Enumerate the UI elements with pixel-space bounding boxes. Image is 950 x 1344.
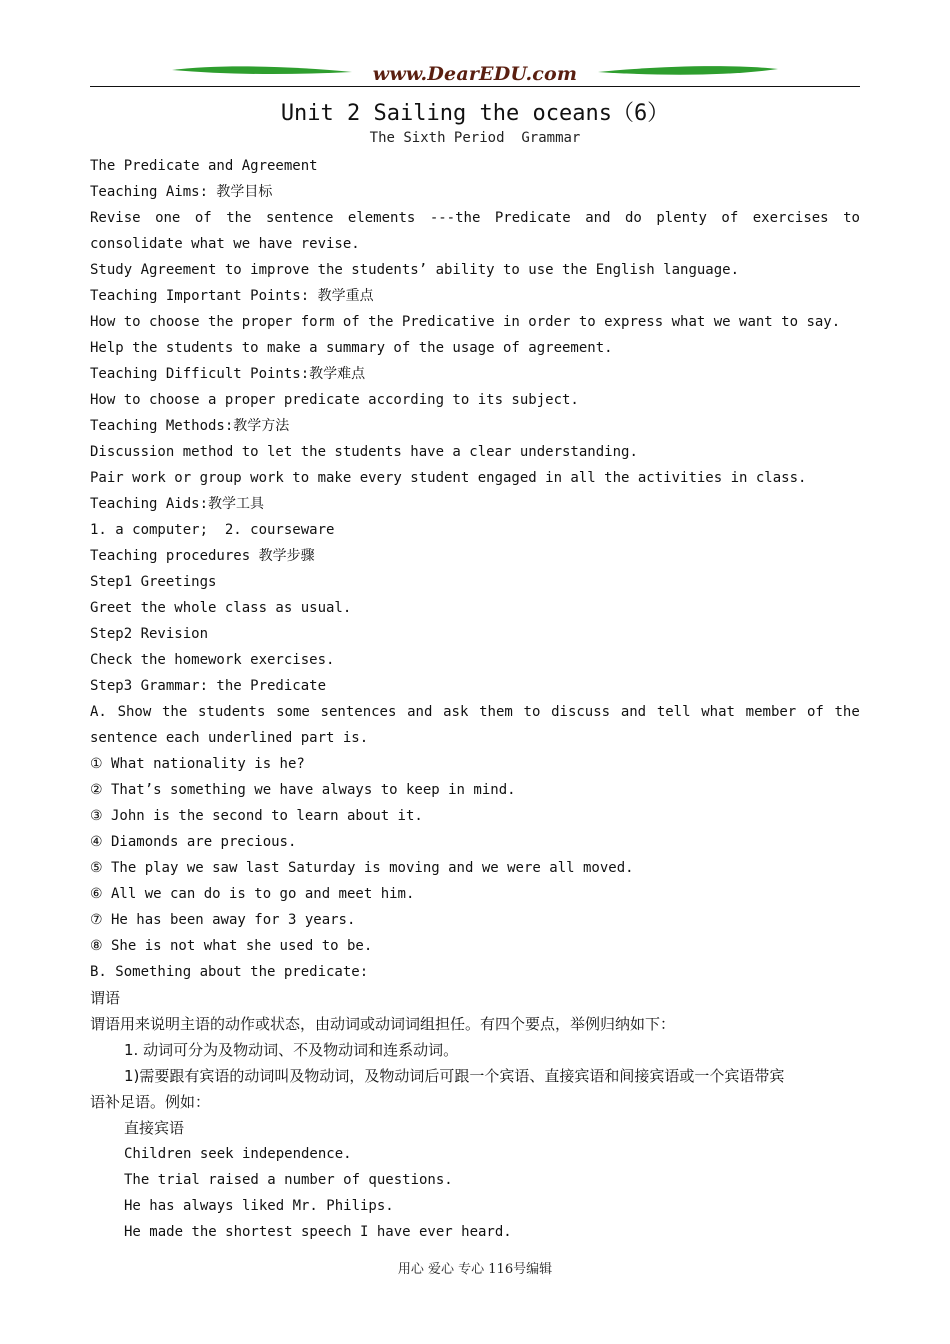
word: do <box>625 210 642 226</box>
word: ---the <box>429 210 481 226</box>
text-line: Study Agreement to improve the students’ ability to use the English language. <box>90 262 740 278</box>
list-item: ② That’s something we have always to keep in mind. <box>90 782 516 798</box>
text-line: Teaching Aims: 教学目标 <box>90 184 273 200</box>
word: to <box>843 210 860 226</box>
word: Revise <box>90 210 141 226</box>
example-sentence: Children seek independence. <box>124 1146 352 1162</box>
example-sentence: He has always liked Mr. Philips. <box>124 1198 394 1214</box>
text-line: Step2 Revision <box>90 626 209 642</box>
text-line: Discussion method to let the students have a clear understanding. <box>90 444 638 460</box>
list-item: ④ Diamonds are precious. <box>90 834 297 850</box>
text-line: Step1 Greetings <box>90 574 217 590</box>
text-line-chinese: 谓语 <box>90 989 121 1007</box>
word: the <box>226 210 252 226</box>
word: them <box>479 704 513 720</box>
word: ask <box>443 704 469 720</box>
word: member <box>745 704 797 720</box>
text-line: consolidate what we have revise. <box>90 236 360 252</box>
list-item: ③ John is the second to learn about it. <box>90 808 423 824</box>
text-line-chinese: 直接宾语 <box>124 1119 185 1137</box>
word: and <box>407 704 433 720</box>
text-line: How to choose a proper predicate according to its subject. <box>90 392 579 408</box>
word: Show <box>117 704 152 720</box>
list-item: ⑦ He has been away for 3 years. <box>90 912 356 928</box>
text-line: The Predicate and Agreement <box>90 158 318 174</box>
word: to <box>523 704 541 720</box>
word: and <box>585 210 611 226</box>
list-item: ⑥ All we can do is to go and meet him. <box>90 886 415 902</box>
word: what <box>701 704 735 720</box>
word: one <box>155 210 181 226</box>
word: of <box>194 210 212 226</box>
text-line: How to choose the proper form of the Predicative in order to express what we want to say. <box>90 314 841 330</box>
text-line: Teaching Methods:教学方法 <box>90 418 290 434</box>
word: and <box>620 704 647 720</box>
word: plenty <box>656 210 707 226</box>
text-line: Teaching procedures 教学步骤 <box>90 548 315 564</box>
list-item: ⑧ She is not what she used to be. <box>90 938 373 954</box>
site-logo-text: www.DearEDU.com <box>372 63 578 85</box>
text-line-justified <box>90 205 860 231</box>
word: of <box>806 704 824 720</box>
word: sentences <box>320 704 397 720</box>
word: of <box>721 210 739 226</box>
text-line-chinese: 语补足语。例如： <box>90 1093 211 1111</box>
word: the <box>161 704 188 720</box>
example-sentence: He made the shortest speech I have ever heard. <box>124 1224 512 1240</box>
text-line: Pair work or group work to make every student engaged in all the activities in class. <box>90 470 807 486</box>
example-sentence: The trial raised a number of questions. <box>124 1172 453 1188</box>
text-line: 1. a computer; 2. courseware <box>90 522 335 538</box>
page-footer: 用心 爱心 专心 116号编辑 <box>397 1262 553 1277</box>
page-title: Unit 2 Sailing the oceans（6） <box>280 101 670 126</box>
text-line-justified <box>90 699 860 725</box>
text-line-chinese: 1. 动词可分为及物动词、不及物动词和连系动词。 <box>124 1041 459 1059</box>
text-line: Check the homework exercises. <box>90 652 335 668</box>
word: tell <box>656 704 691 720</box>
text-line: Teaching Difficult Points:教学难点 <box>90 366 366 382</box>
text-line-chinese: 谓语用来说明主语的动作或状态，由动词或动词词组担任。有四个要点，举例归纳如下： <box>90 1015 676 1033</box>
list-item: ① What nationality is he? <box>90 756 305 772</box>
list-item: ⑤ The play we saw last Saturday is moving and we were all moved. <box>90 860 634 876</box>
word: elements <box>347 210 416 226</box>
text-line: Step3 Grammar: the Predicate <box>90 678 327 694</box>
word: some <box>276 704 310 720</box>
text-line: Teaching Important Points: 教学重点 <box>90 288 374 304</box>
text-line: Help the students to make a summary of the usage of agreement. <box>90 340 613 356</box>
site-header <box>90 60 860 90</box>
word: sentence <box>265 210 334 226</box>
text-line-chinese: 1)需要跟有宾语的动词叫及物动词，及物动词后可跟一个宾语、直接宾语和间接宾语或一个宾语带宾 <box>124 1067 785 1085</box>
word: exercises <box>752 210 829 226</box>
word: Predicate <box>494 210 571 226</box>
page-subtitle: The Sixth Period Grammar <box>369 130 581 146</box>
text-line: Teaching Aids:教学工具 <box>90 496 265 512</box>
word: the <box>834 704 860 720</box>
word: A. <box>90 704 107 720</box>
text-line: B. Something about the predicate: <box>90 964 369 980</box>
document-body <box>90 153 860 1245</box>
text-line: Greet the whole class as usual. <box>90 600 352 616</box>
word: students <box>197 704 266 720</box>
word: discuss <box>551 704 611 720</box>
header-rule <box>90 86 860 87</box>
text-line: sentence each underlined part is. <box>90 730 369 746</box>
